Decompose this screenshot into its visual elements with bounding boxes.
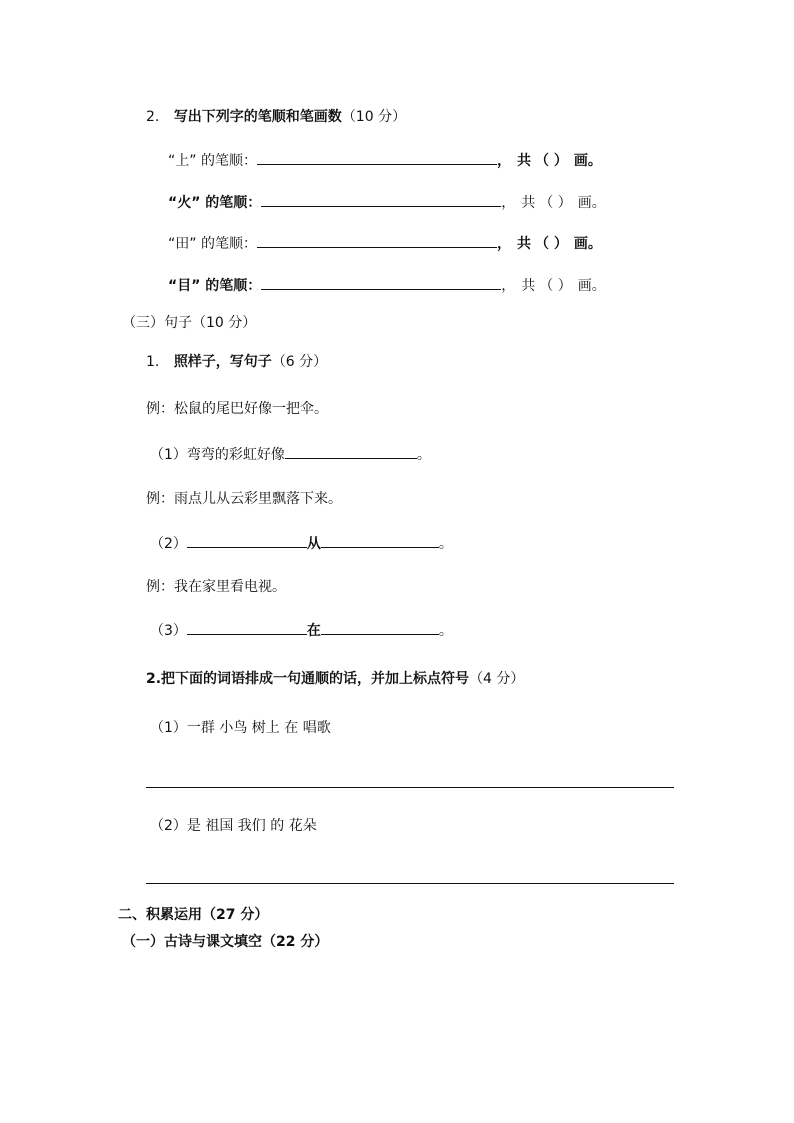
answer-blank[interactable]: [187, 533, 307, 548]
answer-blank[interactable]: [321, 620, 439, 635]
item-label: （3）: [150, 623, 187, 639]
item-label: （2）: [150, 536, 187, 552]
answer-blank[interactable]: [261, 275, 501, 290]
comma: ，: [496, 153, 511, 169]
question-score: （10 分）: [341, 109, 407, 125]
example-sentence: 例：雨点儿从云彩里飘落下来。: [146, 491, 342, 507]
count-blank[interactable]: （ ）: [534, 236, 568, 252]
example-sentence: 例：我在家里看电视。: [146, 579, 286, 595]
stroke-row-label: “目” 的笔顺：: [168, 278, 262, 294]
gong-label: 共: [521, 278, 536, 294]
stroke-row-label: “上” 的笔顺：: [168, 153, 257, 169]
comma: ，: [501, 195, 516, 211]
exercise-item-3: [150, 620, 453, 641]
hua-label: 画。: [573, 153, 602, 169]
comma: ，: [501, 278, 516, 294]
hua-label: 画。: [577, 195, 606, 211]
answer-blank[interactable]: [321, 533, 439, 548]
answer-blank[interactable]: [257, 233, 497, 248]
count-blank[interactable]: （ ）: [539, 278, 572, 294]
answer-line[interactable]: [146, 787, 674, 788]
count-blank[interactable]: （ ）: [539, 195, 572, 211]
stroke-row-4: [168, 275, 606, 296]
period: 。: [416, 447, 431, 463]
word-list-2: （2）是 祖国 我们 的 花朵: [150, 818, 317, 834]
answer-blank[interactable]: [187, 620, 307, 635]
question-title: 2.把下面的词语排成一句通顺的话，并加上标点符号: [146, 671, 470, 687]
answer-blank[interactable]: [285, 444, 417, 459]
comma: ，: [496, 236, 511, 252]
section-heading: （三）句子（10 分）: [122, 315, 257, 331]
stroke-row-3: [168, 233, 602, 254]
stroke-row-label: “火” 的笔顺：: [168, 195, 262, 211]
gong-label: 共: [516, 153, 531, 169]
hua-label: 画。: [577, 278, 606, 294]
item-label: （1）弯弯的彩虹好像: [150, 447, 285, 463]
sub-section-heading: （一）古诗与课文填空（22 分）: [122, 934, 329, 950]
exercise-item-1: [150, 444, 431, 465]
word-list-1: （1）一群 小鸟 树上 在 唱歌: [150, 720, 331, 736]
example-sentence: 例：松鼠的尾巴好像一把伞。: [146, 401, 328, 417]
count-blank[interactable]: （ ）: [534, 153, 568, 169]
question-number: 2.: [146, 109, 160, 125]
question-score: （4 分）: [469, 671, 525, 687]
question-number: 1.: [146, 354, 160, 370]
period: 。: [438, 536, 453, 552]
answer-blank[interactable]: [257, 150, 497, 165]
question-title: 写出下列字的笔顺和笔画数: [173, 109, 342, 125]
gong-label: 共: [521, 195, 536, 211]
answer-line[interactable]: [146, 883, 674, 884]
period: 。: [438, 623, 453, 639]
gong-label: 共: [516, 236, 531, 252]
part-heading: 二、积累运用（27 分）: [118, 907, 269, 923]
stroke-row-2: [168, 192, 606, 213]
answer-blank[interactable]: [261, 192, 501, 207]
connector-word: 在: [306, 623, 321, 639]
exercise-item-2: [150, 533, 453, 554]
connector-word: 从: [306, 536, 321, 552]
stroke-row-label: “田” 的笔顺：: [168, 236, 257, 252]
question-title: 照样子，写句子: [173, 354, 272, 370]
hua-label: 画。: [573, 236, 602, 252]
question-score: （6 分）: [271, 354, 328, 370]
stroke-row-1: [168, 150, 602, 171]
